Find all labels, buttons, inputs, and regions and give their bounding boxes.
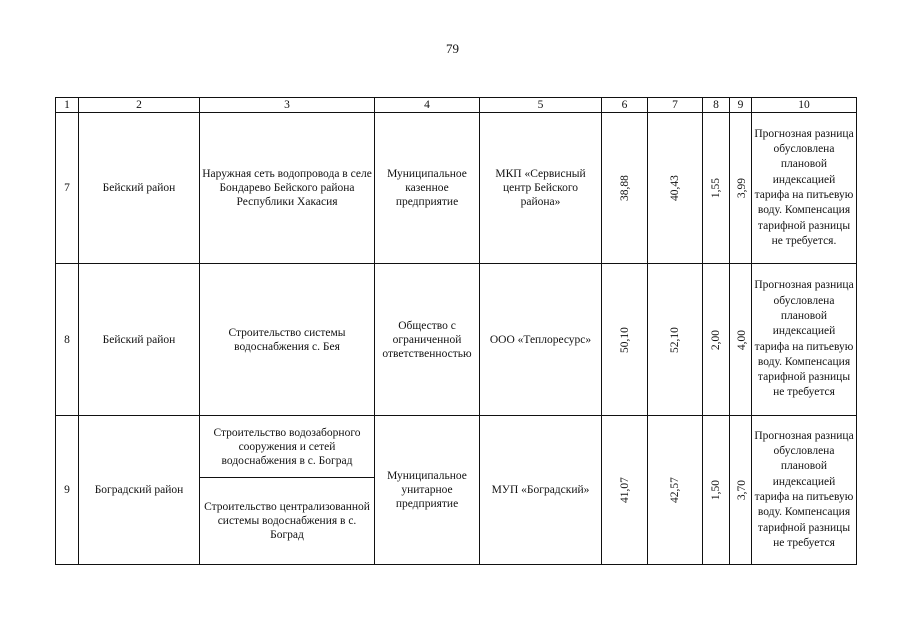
header-cell: 9	[730, 98, 752, 113]
row-number: 7	[56, 113, 79, 264]
page-number: 79	[446, 41, 459, 56]
header-cell: 6	[602, 98, 648, 113]
value-text: 3,70	[736, 479, 749, 501]
header-cell: 3	[200, 98, 375, 113]
value-text: 4,00	[736, 329, 749, 350]
row-number: 8	[56, 264, 79, 416]
object-cell: Наружная сеть водопровода в селе Бондарево Бейского района Республики Хакасия	[200, 113, 375, 264]
org-type-cell: Общество с ограниченной ответственностью	[375, 264, 480, 416]
value-cell-8	[703, 264, 730, 416]
org-type-cell: Муниципальное унитарное предприятие	[375, 416, 480, 565]
value-text: 38,88	[618, 175, 631, 201]
value-cell-7	[648, 416, 703, 565]
value-text: 2,00	[710, 329, 722, 350]
district-cell: Бейский район	[79, 264, 200, 416]
value-cell-6	[602, 113, 648, 264]
value-cell-6	[602, 416, 648, 565]
table-row	[56, 113, 857, 264]
header-row	[56, 98, 857, 113]
value-cell-8	[703, 416, 730, 565]
value-text: 42,57	[669, 477, 681, 503]
value-text: 1,50	[710, 479, 722, 501]
note-cell: Прогнозная разница обусловлена плановой индексацией тарифа на питьевую воду. Компенсация тарифной разницы не требуется	[752, 264, 857, 416]
table-row	[56, 264, 857, 416]
header-cell: 8	[703, 98, 730, 113]
organization-cell: МУП «Боградский»	[480, 416, 602, 565]
value-text: 50,10	[618, 326, 631, 353]
tariff-table	[55, 97, 857, 565]
district-cell: Бейский район	[79, 113, 200, 264]
value-cell-8	[703, 113, 730, 264]
organization-cell: ООО «Теплоресурс»	[480, 264, 602, 416]
header-cell: 1	[56, 98, 79, 113]
value-text: 3,99	[736, 177, 749, 199]
object-cell: Строительство системы водоснабжения с. Бея	[200, 264, 375, 416]
value-text: 41,07	[618, 477, 631, 503]
object-cell: Строительство водозаборного сооружения и сетей водоснабжения в с. Боград	[200, 416, 375, 478]
header-cell: 4	[375, 98, 480, 113]
value-text: 1,55	[710, 177, 722, 199]
value-cell-9	[730, 416, 752, 565]
value-cell-6	[602, 264, 648, 416]
value-cell-9	[730, 264, 752, 416]
header-cell: 2	[79, 98, 200, 113]
row-number: 9	[56, 416, 79, 565]
object-cell: Строительство централизованной системы водоснабжения в с. Боград	[200, 478, 375, 565]
note-cell: Прогнозная разница обусловлена плановой индексацией тарифа на питьевую воду. Компенсация тарифной разницы не требуется.	[752, 113, 857, 264]
note-cell: Прогнозная разница обусловлена плановой индексацией тарифа на питьевую воду. Компенсация тарифной разницы не требуется	[752, 416, 857, 565]
value-text: 52,10	[669, 326, 681, 353]
value-cell-7	[648, 113, 703, 264]
value-cell-7	[648, 264, 703, 416]
district-cell: Боградский район	[79, 416, 200, 565]
header-cell: 7	[648, 98, 703, 113]
organization-cell: МКП «Сервисный центр Бейского района»	[480, 113, 602, 264]
header-cell: 10	[752, 98, 857, 113]
org-type-cell: Муниципальное казенное предприятие	[375, 113, 480, 264]
header-cell: 5	[480, 98, 602, 113]
value-text: 40,43	[669, 175, 681, 201]
value-cell-9	[730, 113, 752, 264]
table-row	[56, 416, 857, 478]
